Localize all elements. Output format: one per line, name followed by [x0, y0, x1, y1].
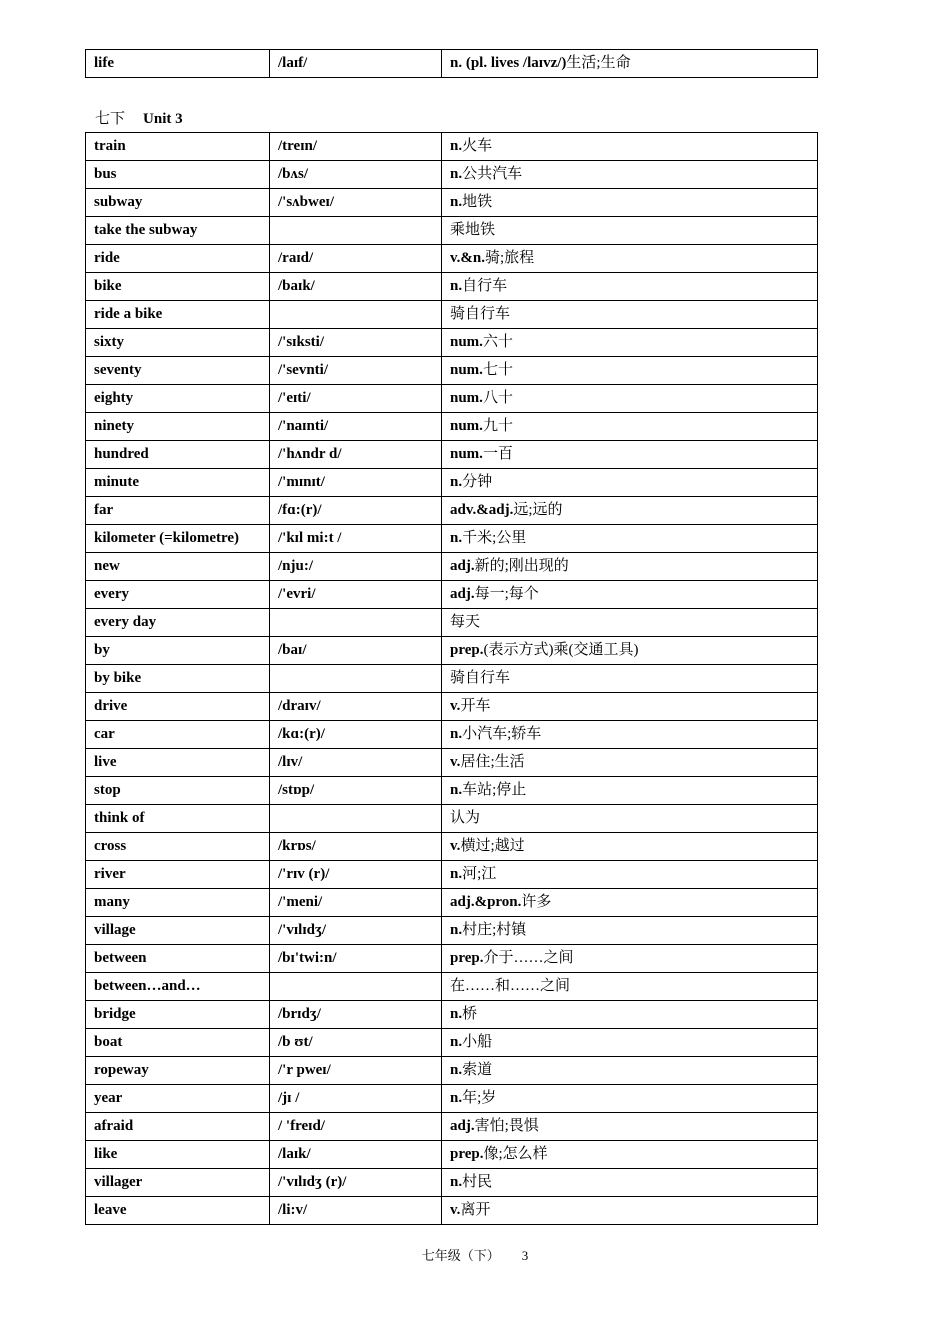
word-cell: think of: [86, 805, 270, 833]
meaning-cell: [442, 469, 818, 497]
phonetic-cell: /jɪ /: [270, 1085, 442, 1113]
chinese-meaning: 自行车: [462, 278, 508, 294]
word-cell: car: [86, 721, 270, 749]
phonetic-cell: /'rɪv (r)/: [270, 861, 442, 889]
chinese-meaning: 地铁: [462, 194, 493, 210]
part-of-speech: n.: [450, 194, 463, 210]
meaning-cell: [442, 413, 818, 441]
meaning-cell: [442, 973, 818, 1001]
vocab-table-unit3: [85, 132, 818, 1225]
part-of-speech: v.&n.: [450, 250, 486, 266]
chinese-meaning: 居住;生活: [460, 754, 525, 770]
chinese-meaning: 像;怎么样: [483, 1146, 548, 1162]
part-of-speech: adj.: [450, 586, 475, 602]
table-row: [86, 637, 818, 665]
chinese-meaning: 开车: [460, 698, 491, 714]
word-cell: leave: [86, 1197, 270, 1225]
phonetic-cell: /laɪk/: [270, 1141, 442, 1169]
phonetic-cell: [270, 301, 442, 329]
chinese-meaning: 九十: [482, 418, 513, 434]
part-of-speech: num.: [450, 418, 483, 434]
word-cell: boat: [86, 1029, 270, 1057]
table-row: [86, 469, 818, 497]
chinese-meaning: 河;江: [462, 866, 497, 882]
word-cell: by: [86, 637, 270, 665]
chinese-meaning: 离开: [460, 1202, 491, 1218]
chinese-meaning: 小船: [462, 1034, 493, 1050]
phonetic-cell: /b ʊt/: [270, 1029, 442, 1057]
chinese-meaning: 年;岁: [462, 1090, 497, 1106]
chinese-meaning: 小汽车;轿车: [462, 726, 542, 742]
meaning-cell: [442, 553, 818, 581]
meaning-cell: [442, 273, 818, 301]
phonetic-cell: /laɪf/: [270, 50, 442, 78]
part-of-speech: num.: [450, 362, 483, 378]
phonetic-cell: /lɪv/: [270, 749, 442, 777]
table-row: [86, 917, 818, 945]
table-row: [86, 693, 818, 721]
phonetic-cell: /raɪd/: [270, 245, 442, 273]
meaning-cell: [442, 1169, 818, 1197]
unit-heading: [95, 108, 183, 130]
word-cell: ride: [86, 245, 270, 273]
table-row: [86, 357, 818, 385]
meaning-cell: [442, 161, 818, 189]
part-of-speech: n.: [450, 138, 463, 154]
meaning-cell: [442, 1001, 818, 1029]
meaning-cell: [442, 777, 818, 805]
word-cell: train: [86, 133, 270, 161]
chinese-meaning: 在……和……之间: [450, 978, 571, 994]
meaning-cell: [442, 1029, 818, 1057]
table-row: [86, 441, 818, 469]
table-row: [86, 1141, 818, 1169]
table-row: [86, 133, 818, 161]
meaning-cell: [442, 357, 818, 385]
part-of-speech: num.: [450, 390, 483, 406]
meaning-cell: [442, 1197, 818, 1225]
chinese-meaning: (表示方式)乘(交通工具): [483, 642, 639, 658]
phonetic-cell: /bɪ'twi:n/: [270, 945, 442, 973]
word-cell: villager: [86, 1169, 270, 1197]
part-of-speech: n.: [450, 922, 463, 938]
table-row: [86, 217, 818, 245]
word-cell: between…and…: [86, 973, 270, 1001]
phonetic-cell: / 'freɪd/: [270, 1113, 442, 1141]
chinese-meaning: 索道: [462, 1062, 493, 1078]
part-of-speech: adj.: [450, 1118, 475, 1134]
meaning-cell: [442, 637, 818, 665]
phonetic-cell: [270, 805, 442, 833]
page-footer: [0, 1246, 950, 1266]
word-cell: like: [86, 1141, 270, 1169]
chinese-meaning: 认为: [450, 810, 481, 826]
part-of-speech: n.: [450, 726, 463, 742]
part-of-speech: n.: [450, 866, 463, 882]
table-row: [86, 861, 818, 889]
part-of-speech: n.: [450, 166, 463, 182]
word-cell: sixty: [86, 329, 270, 357]
meaning-cell: [442, 301, 818, 329]
meaning-cell: [442, 245, 818, 273]
part-of-speech: v.: [450, 698, 461, 714]
meaning-cell: [442, 1057, 818, 1085]
chinese-meaning: 车站;停止: [462, 782, 527, 798]
word-cell: river: [86, 861, 270, 889]
meaning-cell: [442, 217, 818, 245]
chinese-meaning: 火车: [462, 138, 493, 154]
chinese-meaning: 许多: [521, 894, 552, 910]
phonetic-cell: /draɪv/: [270, 693, 442, 721]
part-of-speech: v.: [450, 754, 461, 770]
table-row: [86, 1001, 818, 1029]
chinese-meaning: 新的;刚出现的: [474, 558, 569, 574]
chinese-meaning: 一百: [482, 446, 513, 462]
meaning-cell: [442, 525, 818, 553]
phonetic-cell: [270, 665, 442, 693]
word-cell: ninety: [86, 413, 270, 441]
page-number: 3: [521, 1248, 529, 1263]
phonetic-cell: /baɪk/: [270, 273, 442, 301]
table-row: [86, 1085, 818, 1113]
chinese-meaning: 六十: [482, 334, 513, 350]
phonetic-cell: /'sʌbweɪ/: [270, 189, 442, 217]
meaning-cell: [442, 749, 818, 777]
part-of-speech: adv.&adj.: [450, 502, 514, 518]
chinese-meaning: 七十: [482, 362, 513, 378]
table-row: [86, 1113, 818, 1141]
unit-label: Unit 3: [143, 111, 183, 127]
meaning-cell: [442, 861, 818, 889]
phonetic-cell: /'vɪlɪdʒ/: [270, 917, 442, 945]
word-cell: every day: [86, 609, 270, 637]
phonetic-cell: /li:v/: [270, 1197, 442, 1225]
table-row: [86, 1029, 818, 1057]
word-cell: by bike: [86, 665, 270, 693]
phonetic-cell: /'sɪksti/: [270, 329, 442, 357]
phonetic-cell: /'meni/: [270, 889, 442, 917]
chinese-meaning: 每天: [450, 614, 481, 630]
chinese-meaning: 骑自行车: [450, 306, 511, 322]
meaning-cell: [442, 889, 818, 917]
word-cell: ride a bike: [86, 301, 270, 329]
word-cell: new: [86, 553, 270, 581]
word-cell: between: [86, 945, 270, 973]
chinese-meaning: 分钟: [462, 474, 493, 490]
table-row: [86, 721, 818, 749]
word-cell: eighty: [86, 385, 270, 413]
chinese-meaning: 远;远的: [513, 502, 563, 518]
part-of-speech: num.: [450, 334, 483, 350]
meaning-cell: [442, 329, 818, 357]
word-cell: bridge: [86, 1001, 270, 1029]
meaning-cell: [442, 441, 818, 469]
meaning-cell: [442, 581, 818, 609]
part-of-speech: n.: [450, 1062, 463, 1078]
table-row: [86, 413, 818, 441]
part-of-speech: n.: [450, 278, 463, 294]
table-row: [86, 609, 818, 637]
table-row: [86, 749, 818, 777]
word-cell: stop: [86, 777, 270, 805]
chinese-meaning: 骑自行车: [450, 670, 511, 686]
chinese-meaning: 介于……之间: [483, 950, 574, 966]
phonetic-cell: /'naɪnti/: [270, 413, 442, 441]
phonetic-cell: /'kɪl mi:t /: [270, 525, 442, 553]
part-of-speech: n.: [450, 474, 463, 490]
word-cell: every: [86, 581, 270, 609]
phonetic-cell: /bʌs/: [270, 161, 442, 189]
table-row: [86, 161, 818, 189]
meaning-cell: [442, 609, 818, 637]
chinese-meaning: 每一;每个: [474, 586, 539, 602]
table-row: [86, 973, 818, 1001]
meaning-cell: [442, 693, 818, 721]
phonetic-cell: /'r pweɪ/: [270, 1057, 442, 1085]
word-cell: bus: [86, 161, 270, 189]
table-row: [86, 50, 818, 78]
phonetic-cell: /kɑ:(r)/: [270, 721, 442, 749]
word-cell: live: [86, 749, 270, 777]
phonetic-cell: [270, 217, 442, 245]
meaning-cell: [442, 1113, 818, 1141]
phonetic-cell: /fɑ:(r)/: [270, 497, 442, 525]
part-of-speech: n.: [450, 1174, 463, 1190]
table-row: [86, 665, 818, 693]
word-cell: seventy: [86, 357, 270, 385]
chinese-meaning: 公共汽车: [462, 166, 523, 182]
word-cell: many: [86, 889, 270, 917]
meaning-cell: [442, 721, 818, 749]
chinese-meaning: 害怕;畏惧: [474, 1118, 539, 1134]
table-row: [86, 301, 818, 329]
chinese-meaning: 横过;越过: [460, 838, 525, 854]
chinese-meaning: 八十: [482, 390, 513, 406]
chinese-meaning: 千米;公里: [462, 530, 527, 546]
meaning-cell: [442, 1085, 818, 1113]
table-row: [86, 581, 818, 609]
chinese-meaning: 村庄;村镇: [462, 922, 527, 938]
table-row: [86, 273, 818, 301]
phonetic-cell: /'sevnti/: [270, 357, 442, 385]
phonetic-cell: /stɒp/: [270, 777, 442, 805]
phonetic-cell: [270, 609, 442, 637]
phonetic-cell: /treɪn/: [270, 133, 442, 161]
word-cell: subway: [86, 189, 270, 217]
phonetic-cell: /'hʌndr d/: [270, 441, 442, 469]
phonetic-cell: /'eɪti/: [270, 385, 442, 413]
word-cell: drive: [86, 693, 270, 721]
phonetic-cell: /'vɪlɪdʒ (r)/: [270, 1169, 442, 1197]
word-cell: kilometer (=kilometre): [86, 525, 270, 553]
part-of-speech: adj.: [450, 558, 475, 574]
part-of-speech: v.: [450, 838, 461, 854]
chinese-meaning: 桥: [462, 1006, 478, 1022]
word-cell: far: [86, 497, 270, 525]
grade-label: 七下: [95, 111, 126, 127]
chinese-meaning: 骑;旅程: [485, 250, 535, 266]
table-row: [86, 1057, 818, 1085]
phonetic-cell: /'mɪnɪt/: [270, 469, 442, 497]
chinese-meaning: 乘地铁: [450, 222, 496, 238]
meaning-cell: [442, 917, 818, 945]
phonetic-cell: [270, 973, 442, 1001]
chinese-meaning: 村民: [462, 1174, 493, 1190]
meaning-cell: [442, 385, 818, 413]
table-row: [86, 945, 818, 973]
table-row: [86, 525, 818, 553]
word-cell: cross: [86, 833, 270, 861]
table-row: [86, 833, 818, 861]
meaning-cell: [442, 833, 818, 861]
table-row: [86, 777, 818, 805]
part-of-speech: prep.: [450, 950, 484, 966]
part-of-speech: n.: [450, 1034, 463, 1050]
phonetic-cell: /baɪ/: [270, 637, 442, 665]
word-cell: hundred: [86, 441, 270, 469]
meaning-cell: [442, 497, 818, 525]
table-row: [86, 497, 818, 525]
part-of-speech: n. (pl. lives /laɪvz/): [450, 55, 567, 71]
meaning-cell: [442, 189, 818, 217]
word-cell: take the subway: [86, 217, 270, 245]
meaning-cell: [442, 945, 818, 973]
phonetic-cell: /nju:/: [270, 553, 442, 581]
word-cell: ropeway: [86, 1057, 270, 1085]
table-row: [86, 1169, 818, 1197]
part-of-speech: n.: [450, 530, 463, 546]
table-row: [86, 329, 818, 357]
part-of-speech: num.: [450, 446, 483, 462]
word-cell: minute: [86, 469, 270, 497]
phonetic-cell: /brɪdʒ/: [270, 1001, 442, 1029]
part-of-speech: prep.: [450, 642, 484, 658]
vocab-table-continued: [85, 49, 818, 78]
part-of-speech: adj.&pron.: [450, 894, 522, 910]
table-row: [86, 889, 818, 917]
word-cell: afraid: [86, 1113, 270, 1141]
meaning-cell: [442, 805, 818, 833]
table-row: [86, 805, 818, 833]
part-of-speech: n.: [450, 1006, 463, 1022]
word-cell: bike: [86, 273, 270, 301]
table-row: [86, 245, 818, 273]
word-cell: year: [86, 1085, 270, 1113]
part-of-speech: v.: [450, 1202, 461, 1218]
phonetic-cell: /'evri/: [270, 581, 442, 609]
part-of-speech: n.: [450, 1090, 463, 1106]
part-of-speech: prep.: [450, 1146, 484, 1162]
meaning-cell: [442, 133, 818, 161]
meaning-cell: [442, 1141, 818, 1169]
part-of-speech: n.: [450, 782, 463, 798]
footer-grade-label: 七年级（下）: [421, 1248, 500, 1263]
chinese-meaning: 生活;生命: [566, 55, 631, 71]
word-cell: village: [86, 917, 270, 945]
phonetic-cell: /krɒs/: [270, 833, 442, 861]
table-row: [86, 1197, 818, 1225]
meaning-cell: [442, 50, 818, 78]
table-row: [86, 189, 818, 217]
table-row: [86, 553, 818, 581]
word-cell: life: [86, 50, 270, 78]
meaning-cell: [442, 665, 818, 693]
table-row: [86, 385, 818, 413]
